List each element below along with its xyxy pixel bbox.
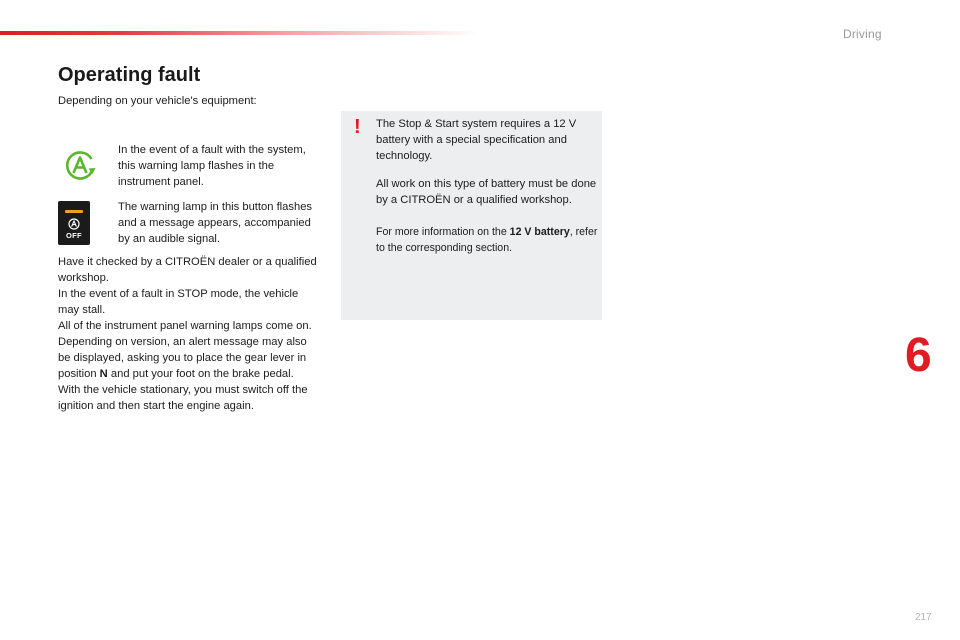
lamp-row-button [58,199,323,247]
notice-reference: For more information on the 12 V battery, refer to the corresponding section. [376,226,598,254]
auto-start-glyph-icon [66,218,82,230]
lamp-row-instrument [58,142,323,190]
page-title: Operating fault [58,64,201,86]
instruction-paragraph: Depending on version, an alert message may also be displayed, asking you to place the gear lever in position N and put your foot on the brake pedal. [58,336,307,380]
lamp-2-description: The warning lamp in this button flashes and a message appears, accompanied by an audible signal. [118,201,313,245]
button-warning-lamp [65,210,83,213]
chapter-label: Driving [843,27,882,41]
page-number: 217 [915,612,932,623]
intro-text: Depending on your vehicle's equipment: [58,95,257,107]
stop-start-off-button-icon [58,201,90,245]
instruction-paragraph: All of the instrument panel warning lamps come on. [58,320,312,332]
battery-notice-panel [341,111,602,320]
battery-reference-link: 12 V battery [509,226,570,238]
chapter-number: 6 [905,329,932,382]
warning-exclamation-icon: ! [354,116,361,138]
instruction-paragraph: Have it checked by a CITROËN dealer or a qualified workshop. [58,256,317,284]
lamp-1-description: In the event of a fault with the system, this warning lamp flashes in the instrument panel. [118,144,306,188]
notice-paragraph: The Stop & Start system requires a 12 V battery with a special specification and technology. [376,118,577,162]
fault-instructions [58,254,320,414]
stop-start-fault-lamp-icon [62,148,98,184]
instruction-paragraph: With the vehicle stationary, you must switch off the ignition and then start the engine again. [58,384,308,412]
gear-position-n: N [99,368,108,380]
notice-paragraph: All work on this type of battery must be done by a CITROËN or a qualified workshop. [376,178,597,206]
header-accent-rule [0,31,480,35]
button-off-label: OFF [66,231,82,240]
instruction-paragraph: In the event of a fault in STOP mode, the vehicle may stall. [58,288,299,316]
